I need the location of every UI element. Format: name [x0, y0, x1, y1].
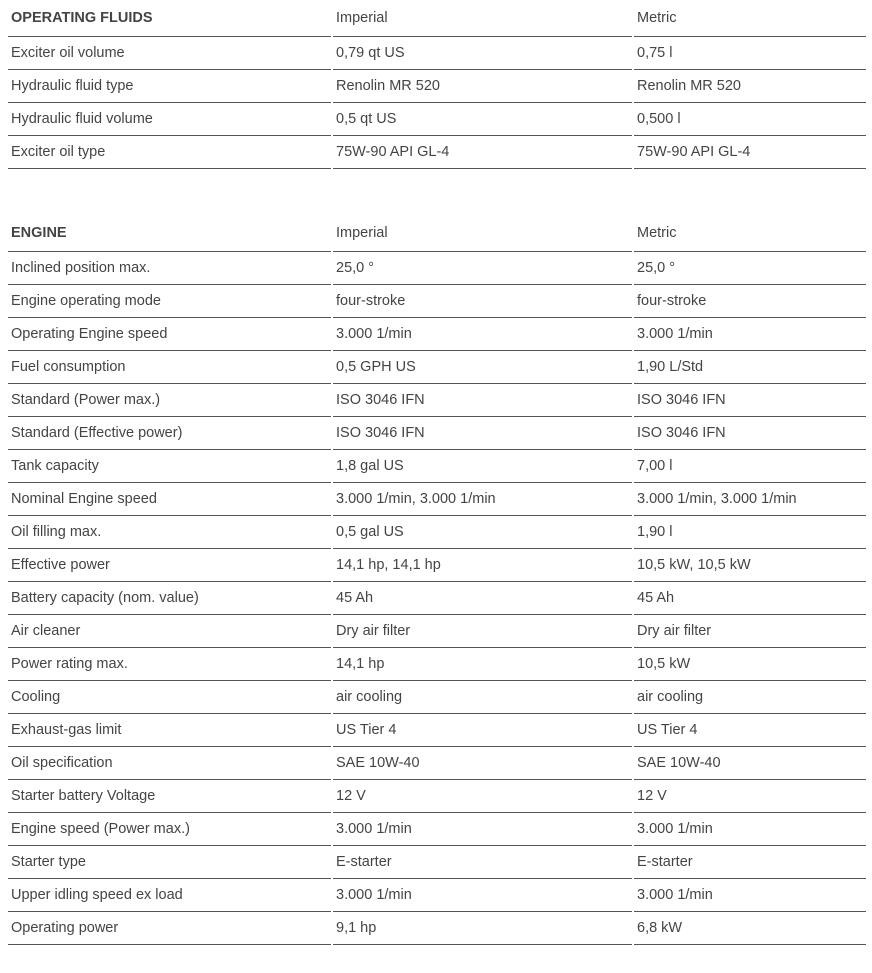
table-row — [8, 136, 866, 169]
spec-label: Air cleaner — [8, 615, 331, 648]
spec-label: Starter type — [8, 846, 331, 879]
table-row — [8, 846, 866, 879]
table-row — [8, 582, 866, 615]
imperial-value: 0,5 qt US — [333, 103, 632, 136]
imperial-value: 0,79 qt US — [333, 37, 632, 70]
table-row — [8, 780, 866, 813]
imperial-value: 3.000 1/min, 3.000 1/min — [333, 483, 632, 516]
spec-label: Effective power — [8, 549, 331, 582]
metric-value: ISO 3046 IFN — [634, 417, 866, 450]
imperial-value: 45 Ah — [333, 582, 632, 615]
spec-label: Nominal Engine speed — [8, 483, 331, 516]
imperial-value: four-stroke — [333, 285, 632, 318]
spec-label: Starter battery Voltage — [8, 780, 331, 813]
metric-value: 0,500 l — [634, 103, 866, 136]
metric-value: 1,90 l — [634, 516, 866, 549]
engine-table — [6, 215, 868, 945]
metric-value: 12 V — [634, 780, 866, 813]
table-row — [8, 813, 866, 846]
metric-value: Dry air filter — [634, 615, 866, 648]
imperial-value: 3.000 1/min — [333, 318, 632, 351]
metric-value: 1,90 L/Std — [634, 351, 866, 384]
spec-label: Standard (Effective power) — [8, 417, 331, 450]
imperial-value: air cooling — [333, 681, 632, 714]
metric-value: 45 Ah — [634, 582, 866, 615]
table-row — [8, 747, 866, 780]
table-row — [8, 37, 866, 70]
table-row — [8, 879, 866, 912]
imperial-value: 3.000 1/min — [333, 813, 632, 846]
table-header-row — [8, 215, 866, 252]
table-row — [8, 384, 866, 417]
section-title: ENGINE — [8, 215, 331, 252]
metric-value: 0,75 l — [634, 37, 866, 70]
imperial-value: 1,8 gal US — [333, 450, 632, 483]
imperial-value: Dry air filter — [333, 615, 632, 648]
imperial-value: 0,5 gal US — [333, 516, 632, 549]
operating-fluids-table — [6, 0, 868, 169]
metric-value: SAE 10W-40 — [634, 747, 866, 780]
metric-value: 7,00 l — [634, 450, 866, 483]
imperial-value: ISO 3046 IFN — [333, 384, 632, 417]
metric-value: 10,5 kW — [634, 648, 866, 681]
metric-value: E-starter — [634, 846, 866, 879]
spec-label: Battery capacity (nom. value) — [8, 582, 331, 615]
spec-label: Exciter oil volume — [8, 37, 331, 70]
spec-label: Engine speed (Power max.) — [8, 813, 331, 846]
section-title: OPERATING FLUIDS — [8, 0, 331, 37]
table-row — [8, 252, 866, 285]
table-row — [8, 417, 866, 450]
metric-value: 3.000 1/min — [634, 879, 866, 912]
table-row — [8, 549, 866, 582]
spec-label: Cooling — [8, 681, 331, 714]
table-row — [8, 912, 866, 945]
imperial-value: 12 V — [333, 780, 632, 813]
table-row — [8, 70, 866, 103]
table-row — [8, 714, 866, 747]
table-row — [8, 351, 866, 384]
metric-value: four-stroke — [634, 285, 866, 318]
imperial-value: 14,1 hp — [333, 648, 632, 681]
table-row — [8, 681, 866, 714]
imperial-value: ISO 3046 IFN — [333, 417, 632, 450]
imperial-value: 14,1 hp, 14,1 hp — [333, 549, 632, 582]
spec-label: Standard (Power max.) — [8, 384, 331, 417]
spec-label: Exciter oil type — [8, 136, 331, 169]
imperial-value: 3.000 1/min — [333, 879, 632, 912]
imperial-value: SAE 10W-40 — [333, 747, 632, 780]
column-header-imperial: Imperial — [333, 215, 632, 252]
metric-value: air cooling — [634, 681, 866, 714]
imperial-value: US Tier 4 — [333, 714, 632, 747]
column-header-imperial: Imperial — [333, 0, 632, 37]
spec-label: Operating power — [8, 912, 331, 945]
metric-value: 10,5 kW, 10,5 kW — [634, 549, 866, 582]
table-row — [8, 103, 866, 136]
table-row — [8, 318, 866, 351]
table-row — [8, 648, 866, 681]
imperial-value: 25,0 ° — [333, 252, 632, 285]
table-row — [8, 285, 866, 318]
spec-label: Hydraulic fluid type — [8, 70, 331, 103]
spec-label: Upper idling speed ex load — [8, 879, 331, 912]
metric-value: 25,0 ° — [634, 252, 866, 285]
spec-label: Operating Engine speed — [8, 318, 331, 351]
spec-label: Tank capacity — [8, 450, 331, 483]
metric-value: 3.000 1/min, 3.000 1/min — [634, 483, 866, 516]
metric-value: 75W-90 API GL-4 — [634, 136, 866, 169]
imperial-value: 0,5 GPH US — [333, 351, 632, 384]
imperial-value: Renolin MR 520 — [333, 70, 632, 103]
spec-label: Engine operating mode — [8, 285, 331, 318]
metric-value: ISO 3046 IFN — [634, 384, 866, 417]
metric-value: Renolin MR 520 — [634, 70, 866, 103]
spec-label: Fuel consumption — [8, 351, 331, 384]
imperial-value: E-starter — [333, 846, 632, 879]
column-header-metric: Metric — [634, 215, 866, 252]
spec-label: Oil filling max. — [8, 516, 331, 549]
column-header-metric: Metric — [634, 0, 866, 37]
spec-label: Hydraulic fluid volume — [8, 103, 331, 136]
imperial-value: 9,1 hp — [333, 912, 632, 945]
metric-value: 6,8 kW — [634, 912, 866, 945]
table-row — [8, 450, 866, 483]
metric-value: US Tier 4 — [634, 714, 866, 747]
table-row — [8, 516, 866, 549]
metric-value: 3.000 1/min — [634, 318, 866, 351]
spec-label: Exhaust-gas limit — [8, 714, 331, 747]
table-header-row — [8, 0, 866, 37]
table-row — [8, 615, 866, 648]
imperial-value: 75W-90 API GL-4 — [333, 136, 632, 169]
spec-label: Inclined position max. — [8, 252, 331, 285]
spec-label: Power rating max. — [8, 648, 331, 681]
metric-value: 3.000 1/min — [634, 813, 866, 846]
table-row — [8, 483, 866, 516]
spec-label: Oil specification — [8, 747, 331, 780]
